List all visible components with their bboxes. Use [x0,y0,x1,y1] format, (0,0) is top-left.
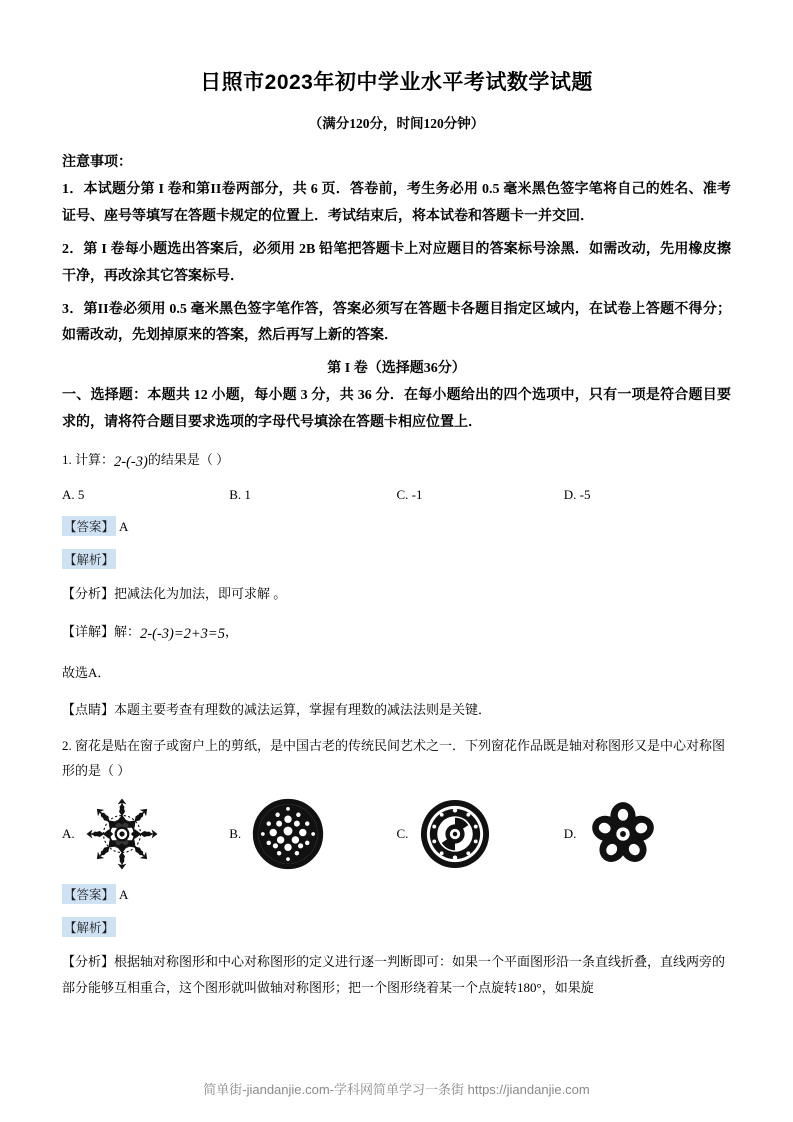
question-1-point-text: 本题主要考查有理数的减法运算，掌握有理数的减法法则是关键． [114,702,492,718]
question-1-analysis-text: 把减法化为加法，即可求解 。 [114,586,287,602]
notice-item-3: 3．第II卷必须用 0.5 毫米黑色签字笔作答，答案必须写在答题卡各题目指定区域内，在试卷上答题不得分；如需改动，先划掉原来的答案，然后再写上新的答案． [62,301,731,344]
question-1-stem-prefix: 计算： [75,452,115,467]
question-2-analysis-text: 根据轴对称图形和中心对称图形的定义进行逐一判断即可：如果一个平面图形沿一条直线折叠，直线两旁的部分能够互相重合，这个图形就叫做轴对称图形；把一个图形绕着某一个点旋转180°，如果旋 [62,954,726,995]
question-1-number: 1. [62,452,72,467]
question-2-option-b-label: B. [229,826,242,842]
floral-medallion-papercut-icon [418,797,492,871]
question-2-options [62,797,731,871]
question-2-option-c-label: C. [396,826,409,842]
snowflake-rosette-papercut-icon [85,797,159,871]
five-petal-flower-papercut-icon [586,797,660,871]
question-1-option-b[interactable]: B. 1 [229,487,251,503]
question-1-analysis [62,581,731,606]
question-1-option-d[interactable]: D. -5 [563,487,591,503]
question-2-analysis [62,949,731,1000]
question-1-point [62,697,731,722]
question-2-option-a-label: A. [62,826,75,842]
answer-badge: 【答案】 [62,884,116,904]
analysis-badge: 【解析】 [62,549,116,569]
question-1-answer-line [62,516,731,536]
page-title: 日照市2023年初中学业水平考试数学试题 [200,71,593,94]
notice-heading: 注意事项： [62,155,132,170]
page-subtitle: （满分120分，时间120分钟） [308,116,485,131]
question-1-conclusion: 故选A． [62,664,111,680]
analysis-badge: 【解析】 [62,917,116,937]
answer-badge: 【答案】 [62,516,116,536]
page-footer: 简单街-jiandanjie.com-学科网简单学习一条街 https://jiandanjie.com [203,1082,590,1097]
section-instructions: 一、选择题：本题共 12 小题，每小题 3 分，共 36 分．在每小题给出的四个选项中，只有一项是符合题目要求的，请将符合题目要求选项的字母代号填涂在答题卡相应位置上． [62,388,731,431]
question-2-option-a[interactable] [62,797,229,871]
question-2-analysis-label: 【分析】 [62,954,115,970]
question-2-analysis-line [62,917,731,937]
question-1-detail [62,619,731,648]
question-1-stem-math: 2-(-3) [114,454,148,470]
question-2-number: 2. [62,737,72,753]
dotted-circle-papercut-icon [251,797,325,871]
question-2-answer-line [62,884,731,904]
question-1-answer-value: A [119,519,129,535]
question-2-answer-value: A [119,887,129,903]
notice-item-1: 1．本试题分第 I 卷和第II卷两部分，共 6 页．答卷前，考生务必用 0.5 毫米黑色签字笔将自己的姓名、准考证号、座号等填写在答题卡规定的位置上．考试结束后，将本试卷和答题卡一并交回． [62,182,731,224]
question-1-options [62,487,731,503]
notice-item-2: 2．第 I 卷每小题选出答案后，必须用 2B 铅笔把答题卡上对应题目的答案标号涂黑．如需改动，先用橡皮擦干净，再改涂其它答案标号． [62,241,731,284]
question-1-option-a[interactable]: A. 5 [62,487,85,503]
question-2-option-c[interactable] [397,797,564,871]
question-1-detail-label: 【详解】 [62,623,115,639]
question-2-option-b[interactable] [229,797,396,871]
question-1-stem-suffix: 的结果是（ ） [147,452,230,467]
question-1-detail-math: 2-(-3)=2+3=5 [140,625,225,642]
question-1-detail-text: 解： [114,623,141,639]
question-1-option-c[interactable]: C. -1 [396,487,423,503]
question-1-point-label: 【点睛】 [62,702,115,718]
question-1-analysis-label: 【分析】 [62,586,115,602]
question-2-stem-text: 窗花是贴在窗子或窗户上的剪纸，是中国古老的传统民间艺术之一．下列窗花作品既是轴对称图形又是中心对称图形的是（ ） [62,737,726,778]
section-title: 第 I 卷（选择题36分） [327,361,466,377]
question-2-option-d[interactable] [564,797,731,871]
question-1-analysis-line [62,549,731,569]
question-1-detail-suffix: ， [224,623,238,639]
question-2-stem [62,733,731,784]
question-1-stem [62,447,731,476]
question-2-option-d-label: D. [563,826,577,842]
